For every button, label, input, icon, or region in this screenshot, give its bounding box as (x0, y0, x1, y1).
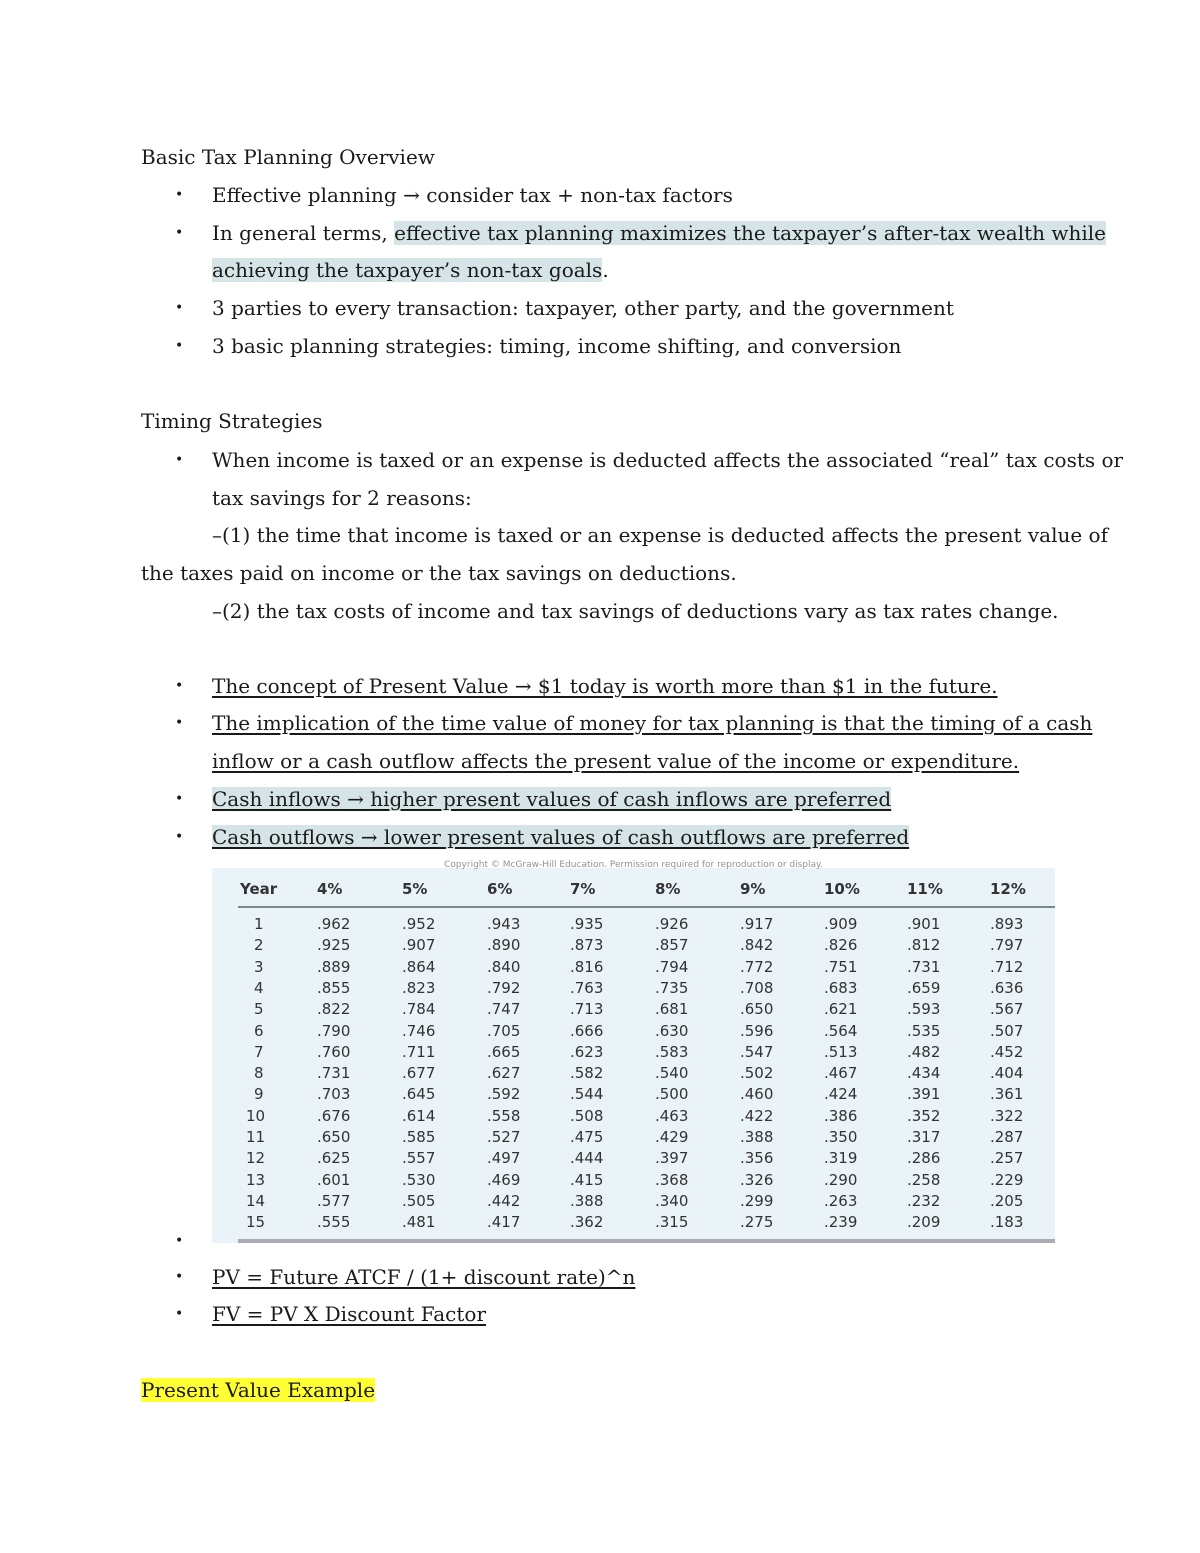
table-value-cell: .683 (824, 978, 858, 997)
table-value-cell: .469 (487, 1170, 521, 1189)
table-value-cell: .397 (655, 1149, 689, 1168)
highlight-text: Present Value Example (141, 1378, 376, 1402)
table-value-cell: .275 (740, 1213, 774, 1232)
table-value-cell: .659 (907, 978, 941, 997)
table-value-cell: .557 (402, 1149, 436, 1168)
table-value-cell: .319 (824, 1149, 858, 1168)
pv-concept: The concept of Present Value → $1 today is worth more than $1 in the future. (212, 674, 998, 698)
table-value-cell: .232 (907, 1191, 941, 1210)
table-value-cell: .760 (317, 1042, 351, 1061)
table-value-cell: .812 (907, 936, 941, 955)
table-value-cell: .577 (317, 1191, 351, 1210)
table-header-cell: 8% (655, 880, 681, 898)
table-year-cell: 12 (246, 1149, 266, 1168)
table-year-cell: 14 (246, 1191, 266, 1210)
implication-line1: The implication of the time value of money for tax planning is that the timing of a cash (212, 711, 1093, 735)
table-value-cell: .935 (570, 915, 604, 933)
bullet-icon: • (175, 225, 184, 241)
present-value-table (212, 860, 1055, 1243)
bullet-three-strategies: 3 basic planning strategies: timing, income shifting, and conversion (212, 334, 902, 358)
table-value-cell: .625 (317, 1149, 351, 1168)
highlight-text: Cash inflows → higher present values of cash inflows are preferred (212, 787, 892, 811)
table-value-cell: .790 (317, 1021, 351, 1040)
table-value-cell: .442 (487, 1191, 521, 1210)
bullet-icon: • (175, 187, 184, 203)
table-year-cell: 1 (254, 915, 264, 933)
table-value-cell: .763 (570, 978, 604, 997)
table-year-cell: 6 (254, 1021, 264, 1040)
table-value-cell: .356 (740, 1149, 774, 1168)
timing-intro-line1: When income is taxed or an expense is deducted affects the associated “real” tax costs or (212, 448, 1124, 472)
table-value-cell: .460 (740, 1085, 774, 1104)
general-terms-lead: In general terms, (212, 221, 395, 245)
table-value-cell: .583 (655, 1042, 689, 1061)
table-header-cell: 5% (402, 880, 428, 898)
table-bottom-rule (238, 1239, 1055, 1243)
table-value-cell: .735 (655, 978, 689, 997)
table-year-cell: 7 (254, 1042, 264, 1061)
table-value-cell: .816 (570, 957, 604, 976)
table-value-cell: .705 (487, 1021, 521, 1040)
bullet-three-parties: 3 parties to every transaction: taxpayer, other party, and the government (212, 296, 954, 320)
table-value-cell: .497 (487, 1149, 521, 1168)
reason-2: –(2) the tax costs of income and tax savings of deductions vary as tax rates change. (212, 599, 1059, 623)
table-value-cell: .505 (402, 1191, 436, 1210)
table-value-cell: .712 (990, 957, 1024, 976)
table-value-cell: .593 (907, 1000, 941, 1019)
table-value-cell: .482 (907, 1042, 941, 1061)
table-value-cell: .889 (317, 957, 351, 976)
table-value-cell: .792 (487, 978, 521, 997)
table-value-cell: .855 (317, 978, 351, 997)
table-value-cell: .711 (402, 1042, 436, 1061)
bullet-icon: • (175, 338, 184, 354)
bullet-general-terms-cont (212, 257, 609, 283)
table-value-cell: .596 (740, 1021, 774, 1040)
table-value-cell: .547 (740, 1042, 774, 1061)
table-value-cell: .422 (740, 1106, 774, 1125)
table-value-cell: .258 (907, 1170, 941, 1189)
table-value-cell: .540 (655, 1064, 689, 1083)
highlight-text: effective tax planning maximizes the taxpayer’s after-tax wealth while (394, 221, 1107, 245)
table-value-cell: .962 (317, 915, 351, 933)
table-value-cell: .677 (402, 1064, 436, 1083)
table-value-cell: .636 (990, 978, 1024, 997)
table-value-cell: .183 (990, 1213, 1024, 1232)
table-value-cell: .452 (990, 1042, 1024, 1061)
table-year-cell: 13 (246, 1170, 266, 1189)
table-value-cell: .681 (655, 1000, 689, 1019)
table-header-cell: 4% (317, 880, 343, 898)
bullet-icon: • (175, 1233, 184, 1249)
heading-basic-tax-planning: Basic Tax Planning Overview (141, 145, 435, 169)
table-value-cell: .890 (487, 936, 521, 955)
table-year-cell: 9 (254, 1085, 264, 1104)
table-value-cell: .840 (487, 957, 521, 976)
table-value-cell: .901 (907, 915, 941, 933)
table-value-cell: .388 (570, 1191, 604, 1210)
table-value-cell: .263 (824, 1191, 858, 1210)
table-year-cell: 10 (246, 1106, 266, 1125)
table-value-cell: .507 (990, 1021, 1024, 1040)
table-value-cell: .794 (655, 957, 689, 976)
table-header-cell: 10% (824, 880, 860, 898)
table-value-cell: .731 (317, 1064, 351, 1083)
table-header-cell: Year (240, 880, 278, 898)
table-value-cell: .925 (317, 936, 351, 955)
table-value-cell: .893 (990, 915, 1024, 933)
table-value-cell: .627 (487, 1064, 521, 1083)
highlight-text: achieving the taxpayer’s non-tax goals (212, 258, 603, 282)
table-value-cell: .864 (402, 957, 436, 976)
table-value-cell: .513 (824, 1042, 858, 1061)
table-value-cell: .527 (487, 1128, 521, 1146)
table-year-cell: 5 (254, 1000, 264, 1019)
formula-pv: PV = Future ATCF / (1+ discount rate)^n (212, 1265, 636, 1289)
table-value-cell: .508 (570, 1106, 604, 1125)
table-value-cell: .434 (907, 1064, 941, 1083)
table-value-cell: .665 (487, 1042, 521, 1061)
table-value-cell: .535 (907, 1021, 941, 1040)
table-value-cell: .784 (402, 1000, 436, 1019)
table-copyright: Copyright © McGraw-Hill Education. Permission required for reproduction or display. (444, 860, 823, 870)
table-header-cell: 11% (907, 880, 943, 898)
table-header-cell: 7% (570, 880, 596, 898)
table-value-cell: .404 (990, 1064, 1024, 1083)
bullet-icon: • (175, 452, 184, 468)
table-value-cell: .907 (402, 936, 436, 955)
table-value-cell: .645 (402, 1085, 436, 1104)
table-value-cell: .731 (907, 957, 941, 976)
table-value-cell: .500 (655, 1085, 689, 1104)
table-value-cell: .585 (402, 1128, 436, 1146)
heading-present-value-example (141, 1377, 375, 1403)
table-value-cell: .481 (402, 1213, 436, 1232)
cash-inflows (212, 786, 891, 812)
period-text: . (602, 258, 609, 282)
table-year-cell: 2 (254, 936, 264, 955)
table-value-cell: .444 (570, 1149, 604, 1168)
table-value-cell: .623 (570, 1042, 604, 1061)
table-header-cell: 12% (990, 880, 1026, 898)
table-value-cell: .797 (990, 936, 1024, 955)
table-value-cell: .368 (655, 1170, 689, 1189)
table-value-cell: .751 (824, 957, 858, 976)
table-value-cell: .558 (487, 1106, 521, 1125)
table-value-cell: .592 (487, 1085, 521, 1104)
table-value-cell: .772 (740, 957, 774, 976)
table-value-cell: .350 (824, 1128, 858, 1146)
table-value-cell: .555 (317, 1213, 351, 1232)
table-header-cell: 9% (740, 880, 766, 898)
table-value-cell: .747 (487, 1000, 521, 1019)
bullet-icon: • (175, 791, 184, 807)
table-value-cell: .708 (740, 978, 774, 997)
table-value-cell: .650 (317, 1128, 351, 1146)
timing-intro-line2: tax savings for 2 reasons: (212, 486, 472, 510)
table-value-cell: .417 (487, 1213, 521, 1232)
table-value-cell: .842 (740, 936, 774, 955)
table-value-cell: .826 (824, 936, 858, 955)
table-value-cell: .475 (570, 1128, 604, 1146)
table-value-cell: .713 (570, 1000, 604, 1019)
bullet-icon: • (175, 678, 184, 694)
table-value-cell: .391 (907, 1085, 941, 1104)
table-value-cell: .322 (990, 1106, 1024, 1125)
table-header-rule (238, 906, 1055, 908)
table-value-cell: .822 (317, 1000, 351, 1019)
cash-outflows (212, 824, 909, 850)
table-value-cell: .909 (824, 915, 858, 933)
heading-timing-strategies: Timing Strategies (141, 409, 323, 433)
table-value-cell: .601 (317, 1170, 351, 1189)
table-value-cell: .361 (990, 1085, 1024, 1104)
table-year-cell: 4 (254, 978, 264, 997)
table-header-cell: 6% (487, 880, 513, 898)
table-value-cell: .315 (655, 1213, 689, 1232)
table-value-cell: .823 (402, 978, 436, 997)
table-value-cell: .621 (824, 1000, 858, 1019)
table-value-cell: .582 (570, 1064, 604, 1083)
table-value-cell: .530 (402, 1170, 436, 1189)
table-value-cell: .229 (990, 1170, 1024, 1189)
table-value-cell: .917 (740, 915, 774, 933)
table-value-cell: .650 (740, 1000, 774, 1019)
table-value-cell: .614 (402, 1106, 436, 1125)
bullet-effective-planning: Effective planning → consider tax + non-tax factors (212, 183, 733, 207)
formula-fv: FV = PV X Discount Factor (212, 1302, 487, 1326)
table-value-cell: .429 (655, 1128, 689, 1146)
table-value-cell: .326 (740, 1170, 774, 1189)
table-value-cell: .676 (317, 1106, 351, 1125)
implication-line2: inflow or a cash outflow affects the present value of the income or expenditure. (212, 749, 1020, 773)
table-value-cell: .424 (824, 1085, 858, 1104)
table-value-cell: .287 (990, 1128, 1024, 1146)
table-value-cell: .205 (990, 1191, 1024, 1210)
reason-1-line1: –(1) the time that income is taxed or an expense is deducted affects the present value of (212, 523, 1108, 547)
table-value-cell: .362 (570, 1213, 604, 1232)
table-year-cell: 11 (246, 1128, 266, 1146)
table-value-cell: .299 (740, 1191, 774, 1210)
bullet-icon: • (175, 1269, 184, 1285)
table-value-cell: .463 (655, 1106, 689, 1125)
table-value-cell: .630 (655, 1021, 689, 1040)
table-value-cell: .666 (570, 1021, 604, 1040)
table-value-cell: .340 (655, 1191, 689, 1210)
table-value-cell: .388 (740, 1128, 774, 1146)
table-year-cell: 3 (254, 957, 264, 976)
reason-1-line2: the taxes paid on income or the tax savings on deductions. (141, 561, 737, 585)
bullet-icon: • (175, 1306, 184, 1322)
table-value-cell: .703 (317, 1085, 351, 1104)
table-value-cell: .564 (824, 1021, 858, 1040)
bullet-icon: • (175, 829, 184, 845)
bullet-icon: • (175, 300, 184, 316)
table-value-cell: .209 (907, 1213, 941, 1232)
table-value-cell: .290 (824, 1170, 858, 1189)
table-year-cell: 8 (254, 1064, 264, 1083)
bullet-general-terms (212, 220, 1106, 246)
highlight-text: Cash outflows → lower present values of cash outflows are preferred (212, 825, 910, 849)
table-value-cell: .746 (402, 1021, 436, 1040)
table-value-cell: .415 (570, 1170, 604, 1189)
table-value-cell: .286 (907, 1149, 941, 1168)
table-value-cell: .352 (907, 1106, 941, 1125)
table-value-cell: .857 (655, 936, 689, 955)
table-value-cell: .544 (570, 1085, 604, 1104)
table-value-cell: .467 (824, 1064, 858, 1083)
table-value-cell: .386 (824, 1106, 858, 1125)
bullet-icon: • (175, 715, 184, 731)
table-value-cell: .239 (824, 1213, 858, 1232)
table-value-cell: .926 (655, 915, 689, 933)
table-value-cell: .317 (907, 1128, 941, 1146)
table-value-cell: .502 (740, 1064, 774, 1083)
table-value-cell: .952 (402, 915, 436, 933)
table-year-cell: 15 (246, 1213, 266, 1232)
table-value-cell: .943 (487, 915, 521, 933)
table-value-cell: .257 (990, 1149, 1024, 1168)
table-value-cell: .567 (990, 1000, 1024, 1019)
table-value-cell: .873 (570, 936, 604, 955)
